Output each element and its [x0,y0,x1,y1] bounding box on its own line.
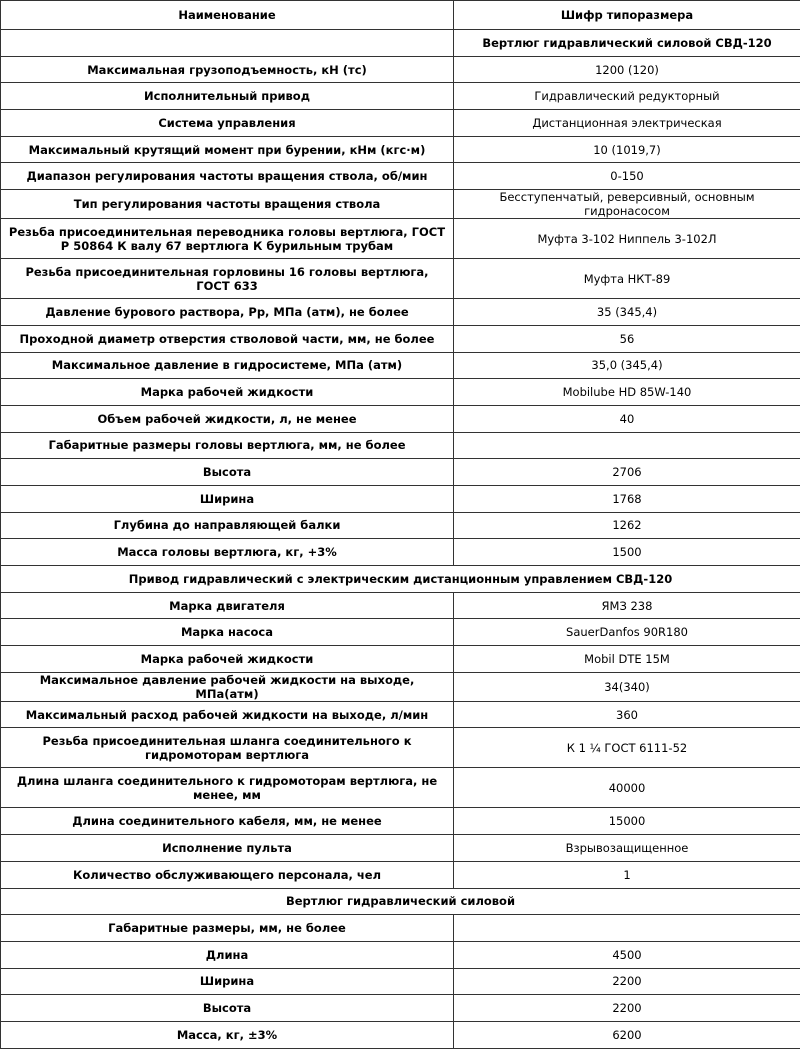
spec-row [1,459,800,486]
param-name: Марка насоса [1,619,454,646]
param-name: Система управления [1,110,454,137]
param-name: Исполнение пульта [1,835,454,862]
param-name: Давление бурового раствора, Рр, МПа (атм), не более [1,299,454,326]
spec-row [1,728,800,768]
param-value: К 1 ¼ ГОСТ 6111-52 [454,728,800,768]
param-name: Длина соединительного кабеля, мм, не менее [1,808,454,835]
spec-row [1,995,800,1022]
spec-row [1,299,800,326]
param-name: Тип регулирования частоты вращения ствола [1,190,454,219]
param-name: Глубина до направляющей балки [1,512,454,539]
param-name: Максимальный расход рабочей жидкости на выходе, л/мин [1,701,454,728]
spec-row [1,190,800,219]
section-title: Вертлюг гидравлический силовой [1,888,800,915]
spec-row [1,619,800,646]
spec-row [1,325,800,352]
param-name: Габаритные размеры, мм, не более [1,915,454,942]
spec-row [1,512,800,539]
param-name: Максимальное давление в гидросистеме, МПа (атм) [1,352,454,379]
header-code: Шифр типоразмера [454,1,800,30]
spec-row [1,835,800,862]
param-name: Масса головы вертлюга, кг, +3% [1,539,454,566]
param-name: Исполнительный привод [1,83,454,110]
spec-row [1,485,800,512]
param-value: 35,0 (345,4) [454,352,800,379]
param-value: 1768 [454,485,800,512]
param-value: Mobilube HD 85W-140 [454,379,800,406]
param-value: Дистанционная электрическая [454,110,800,137]
param-value: 15000 [454,808,800,835]
model-title: Вертлюг гидравлический силовой СВД-120 [454,30,800,57]
param-value: 360 [454,701,800,728]
param-value: 2706 [454,459,800,486]
param-name: Резьба присоединительная шланга соединительного к гидромоторам вертлюга [1,728,454,768]
header-row [1,1,800,30]
section-title: Привод гидравлический с электрическим дистанционным управлением СВД-120 [1,566,800,593]
param-value [454,432,800,459]
param-value: Муфта НКТ-89 [454,259,800,299]
header-name: Наименование [1,1,454,30]
spec-row [1,861,800,888]
param-value: 56 [454,325,800,352]
param-name: Максимальное давление рабочей жидкости на выходе, МПа(атм) [1,672,454,701]
param-name: Проходной диаметр отверстия стволовой части, мм, не более [1,325,454,352]
section-row [1,888,800,915]
param-value: Муфта 3-102 Ниппель 3-102Л [454,219,800,259]
param-value: 10 (1019,7) [454,136,800,163]
param-value: 40000 [454,768,800,808]
param-value: 1262 [454,512,800,539]
spec-row [1,968,800,995]
spec-row [1,808,800,835]
spec-row [1,646,800,673]
param-value: Mobil DTE 15M [454,646,800,673]
param-value: 4500 [454,941,800,968]
empty-cell [1,30,454,57]
param-name: Количество обслуживающего персонала, чел [1,861,454,888]
spec-row [1,352,800,379]
param-name: Марка рабочей жидкости [1,646,454,673]
param-value: 35 (345,4) [454,299,800,326]
param-value: SauerDanfos 90R180 [454,619,800,646]
param-value: 0-150 [454,163,800,190]
param-name: Объем рабочей жидкости, л, не менее [1,405,454,432]
spec-row [1,941,800,968]
param-value: 40 [454,405,800,432]
spec-row [1,1021,800,1048]
spec-row [1,672,800,701]
spec-row [1,915,800,942]
param-name: Диапазон регулирования частоты вращения ствола, об/мин [1,163,454,190]
spec-table-body [1,1,800,1049]
param-name: Ширина [1,485,454,512]
param-name: Резьба присоединительная переводника головы вертлюга, ГОСТ Р 50864 К валу 67 вертлюга К бурильным трубам [1,219,454,259]
param-name: Высота [1,459,454,486]
param-value: 6200 [454,1021,800,1048]
spec-row [1,405,800,432]
spec-row [1,432,800,459]
model-row [1,30,800,57]
param-value: 1 [454,861,800,888]
spec-row [1,56,800,83]
param-name: Максимальный крутящий момент при бурении, кНм (кгс·м) [1,136,454,163]
param-name: Марка двигателя [1,592,454,619]
param-value: 34(340) [454,672,800,701]
spec-row [1,136,800,163]
param-value: 2200 [454,995,800,1022]
param-value: 2200 [454,968,800,995]
spec-row [1,163,800,190]
param-value: 1200 (120) [454,56,800,83]
param-name: Марка рабочей жидкости [1,379,454,406]
spec-row [1,219,800,259]
param-name: Длина шланга соединительного к гидромоторам вертлюга, не менее, мм [1,768,454,808]
spec-row [1,259,800,299]
param-value: Взрывозащищенное [454,835,800,862]
param-value: Бесступенчатый, реверсивный, основным гидронасосом [454,190,800,219]
spec-row [1,539,800,566]
section-row [1,566,800,593]
spec-row [1,592,800,619]
param-name: Масса, кг, ±3% [1,1021,454,1048]
spec-row [1,701,800,728]
param-name: Резьба присоединительная горловины 16 головы вертлюга, ГОСТ 633 [1,259,454,299]
spec-row [1,768,800,808]
spec-row [1,379,800,406]
param-name: Высота [1,995,454,1022]
param-name: Габаритные размеры головы вертлюга, мм, не более [1,432,454,459]
param-name: Длина [1,941,454,968]
spec-row [1,110,800,137]
param-name: Максимальная грузоподъемность, кН (тс) [1,56,454,83]
param-value: ЯМЗ 238 [454,592,800,619]
param-value [454,915,800,942]
spec-row [1,83,800,110]
param-value: 1500 [454,539,800,566]
param-value: Гидравлический редукторный [454,83,800,110]
param-name: Ширина [1,968,454,995]
